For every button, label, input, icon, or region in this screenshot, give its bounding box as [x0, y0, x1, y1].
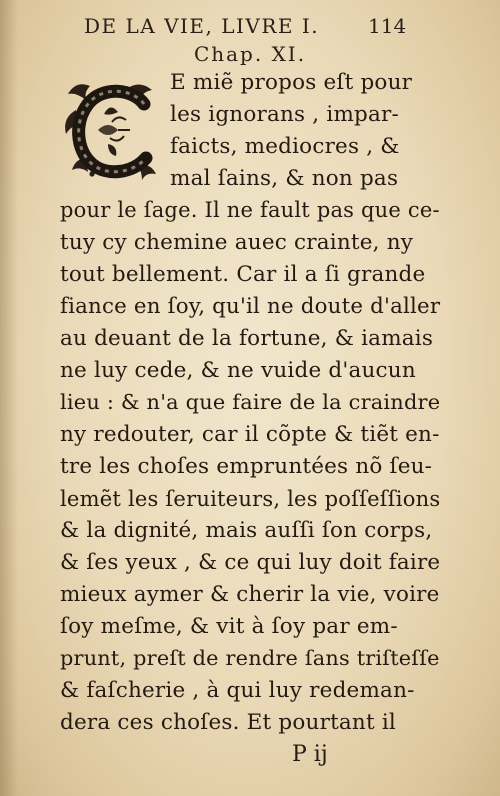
text-line: tout bellement. Car il a ſi grande [60, 262, 426, 287]
decorated-initial-c-icon [58, 74, 162, 186]
text-line: mal ſains, & non pas [170, 166, 399, 191]
running-head [84, 14, 407, 38]
page-edge-shadow [0, 0, 18, 796]
text-line: dera ces choſes. Et pourtant il [60, 710, 396, 735]
text-line: tre les choſes empruntées nõ ſeu- [60, 454, 433, 479]
text-line: les ignorans , impar- [170, 102, 399, 127]
text-line: lieu : & n'a que faire de la craindre [60, 390, 441, 414]
text-line: au deuant de la fortune, & iamais [60, 326, 434, 351]
text-line: ne luy cede, & ne vuide d'aucun [60, 358, 416, 383]
text-line: & ſes yeux , & ce qui luy doit faire [60, 550, 441, 575]
folio-number: 114 [368, 14, 407, 38]
text-line: faicts, mediocres , & [170, 134, 400, 159]
text-line: prunt, preſt de rendre ſans triſteſſe [60, 646, 440, 670]
signature-mark: P ij [292, 742, 328, 767]
text-line: mieux aymer & cherir la vie, voire [60, 582, 440, 607]
text-line: tuy cy chemine auec crainte, ny [60, 230, 414, 255]
chapter-heading: Chap. XI. [193, 42, 307, 66]
text-line: ſoy meſme, & vit à ſoy par em- [60, 614, 398, 639]
text-line: & la dignité, mais auſſi ſon corps, [60, 518, 433, 543]
running-title: DE LA VIE, LIVRE I. [84, 14, 320, 38]
text-line: & faſcherie , à qui luy redeman- [60, 678, 415, 703]
text-line: ny redouter, car il cõpte & tiẽt en- [60, 422, 440, 447]
text-line: pour le ſage. Il ne fault pas que ce- [60, 198, 440, 222]
text-line: fiance en ſoy, qu'il ne doute d'aller [60, 294, 441, 319]
text-line: E miẽ propos eſt pour [170, 70, 413, 95]
text-line: lemẽt les ſeruiteurs, les poſſeſſions [60, 486, 441, 511]
